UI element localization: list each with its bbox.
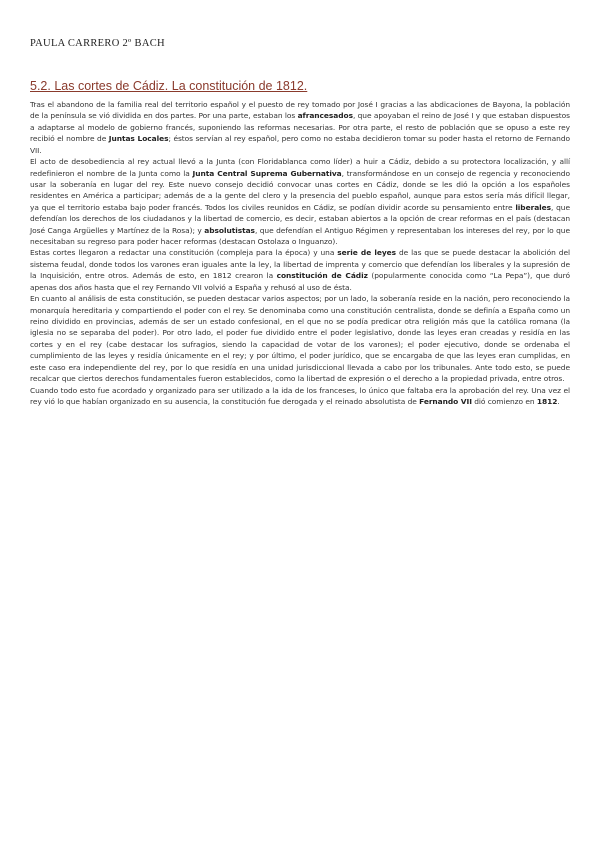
text-run: (popularmente conocida como “La Pepa”), que duró apenas dos años hasta que el rey Fernando VII volvió a España y rehusó al uso de ésta.: [30, 271, 570, 292]
bold-term-junta-central: Junta Central Suprema Gubernativa: [192, 168, 342, 178]
text-run: , que apoyaban el reino de José I y que estaban dispuestos a adaptarse al modelo de gobierno francés, suponiendo las reformas necesarias. Por otra parte, el resto de población que se opuso a este rey recibió el nombre de: [30, 111, 570, 144]
body-text: [30, 99, 570, 407]
page-header-author: PAULA CARRERO 2º BACH: [30, 38, 165, 49]
paragraph-cadiz-junta: [30, 156, 570, 247]
text-run: ; éstos servían al rey español, pero como no estaba decidieron tomar su poder hasta el retorno de Fernando VII.: [30, 134, 570, 155]
text-run: El acto de desobediencia al rey actual llevó a la Junta (con Floridablanca como líder) a huir a Cádiz, debido a su protectora localización, y allí redefinieron el nombre de la Junta como la: [30, 157, 570, 178]
text-run: Tras el abandono de la familia real del territorio español y el puesto de rey tomado por José I gracias a las abdicaciones de Bayona, la población de la península se vió dividida en dos partes. Por una parte, estaban los: [30, 100, 570, 121]
paragraph-juntas: [30, 99, 570, 156]
text-run: .: [557, 396, 560, 406]
text-run: En cuanto al análisis de esta constitución, se pueden destacar varios aspectos; por un lado, la soberanía reside en la nación, pero reconociendo la monarquía hereditaria y compartiendo el poder con el rey. Se denominaba como una constitución centralista, donde se definía a España como un reino dividido en provincias, además de ser un estado confesional, en el que no se podía predicar otra religión más que la católica romana (la iglesia no se separaba del poder). Por otro lado, el poder fue dividido entre el poder legislativo, donde las leyes eran creadas y residía en las cortes y en el rey (cabe destacar los sufragios, siendo la capacidad de votar de los varones); el poder ejecutivo, donde se ordenaba el cumplimiento de las leyes y residía únicamente en el rey; y por último, el poder jurídico, que se encargaba de que las leyes eran cumplidas, en este caso era independiente del rey, por lo que residía en una unidad jurisdiccional llevada a cabo por los tribunales. Ante todo esto, se puede recalcar que ciertos derechos fundamentales fueron establecidos, como la libertad de expresión o el derecho a la propiedad privada, entre otros.: [30, 294, 570, 384]
paragraph-constitucion: [30, 247, 570, 293]
paragraph-analisis: [30, 293, 570, 384]
bold-term-absolutistas: absolutistas: [204, 225, 255, 235]
bold-term-afrancesados: afrancesados: [297, 111, 353, 121]
section-title: 5.2. Las cortes de Cádiz. La constitución de 1812.: [30, 79, 308, 93]
text-run: , que defendían el Antiguo Régimen y representaban los intereses del rey, por lo que necesitaban su regreso para poder hacer reformas (destacan Ostolaza o Inguanzo).: [30, 225, 570, 247]
text-run: dió comienzo en: [471, 396, 537, 406]
text-run: , que defendían los derechos de los ciudadanos y la libertad de comercio, es decir, estaban abiertos a la opción de crear reformas en el país (destacan José Canga Argüelles y Martínez de la Rosa); y: [30, 202, 570, 235]
bold-term-1812: 1812: [536, 396, 558, 406]
text-run: Estas cortes llegaron a redactar una constitución (compleja para la época) y una: [30, 248, 338, 258]
text-run: Cuando todo esto fue acordado y organizado para ser utilizado a la ida de los franceses, lo único que faltaba era la aprobación del rey. Una vez el rey vió lo que habían organizado en su ausencia, la constitución fue derogada y el reinado absolutista de: [30, 385, 570, 406]
bold-term-fernando-vii: Fernando VII: [419, 396, 472, 406]
paragraph-conclusion: [30, 385, 570, 408]
text-run: , transformándose en un consejo de regencia y reconociendo usar la soberanía en lugar del rey. Este nuevo consejo decidió convocar unas cortes en Cádiz, donde se les dió la opción a los españoles residentes en América a participar; además de a la gente del clero y la presencia del pueblo español, aunque para estos sería más difícil llegar, ya que el territorio estaba bajo poder francés. Todos los civiles reunidos en Cádiz, se podían dividir acorde su pensamiento entre: [30, 168, 570, 212]
bold-term-serie-de-leyes: serie de leyes: [337, 248, 397, 258]
text-run: de las que se puede destacar la abolición del sistema feudal, donde todos los varones eran iguales ante la ley, la libertad de imprenta y comercio que defendían los liberales y la supresión de la Inquisición, entre otros. Además de esto, en 1812 crearon la: [30, 248, 570, 281]
bold-term-juntas-locales: Juntas Locales: [108, 134, 169, 144]
bold-term-liberales: liberales: [515, 202, 552, 212]
bold-term-constitucion-de-cadiz: constitución de Cádiz: [276, 271, 368, 281]
